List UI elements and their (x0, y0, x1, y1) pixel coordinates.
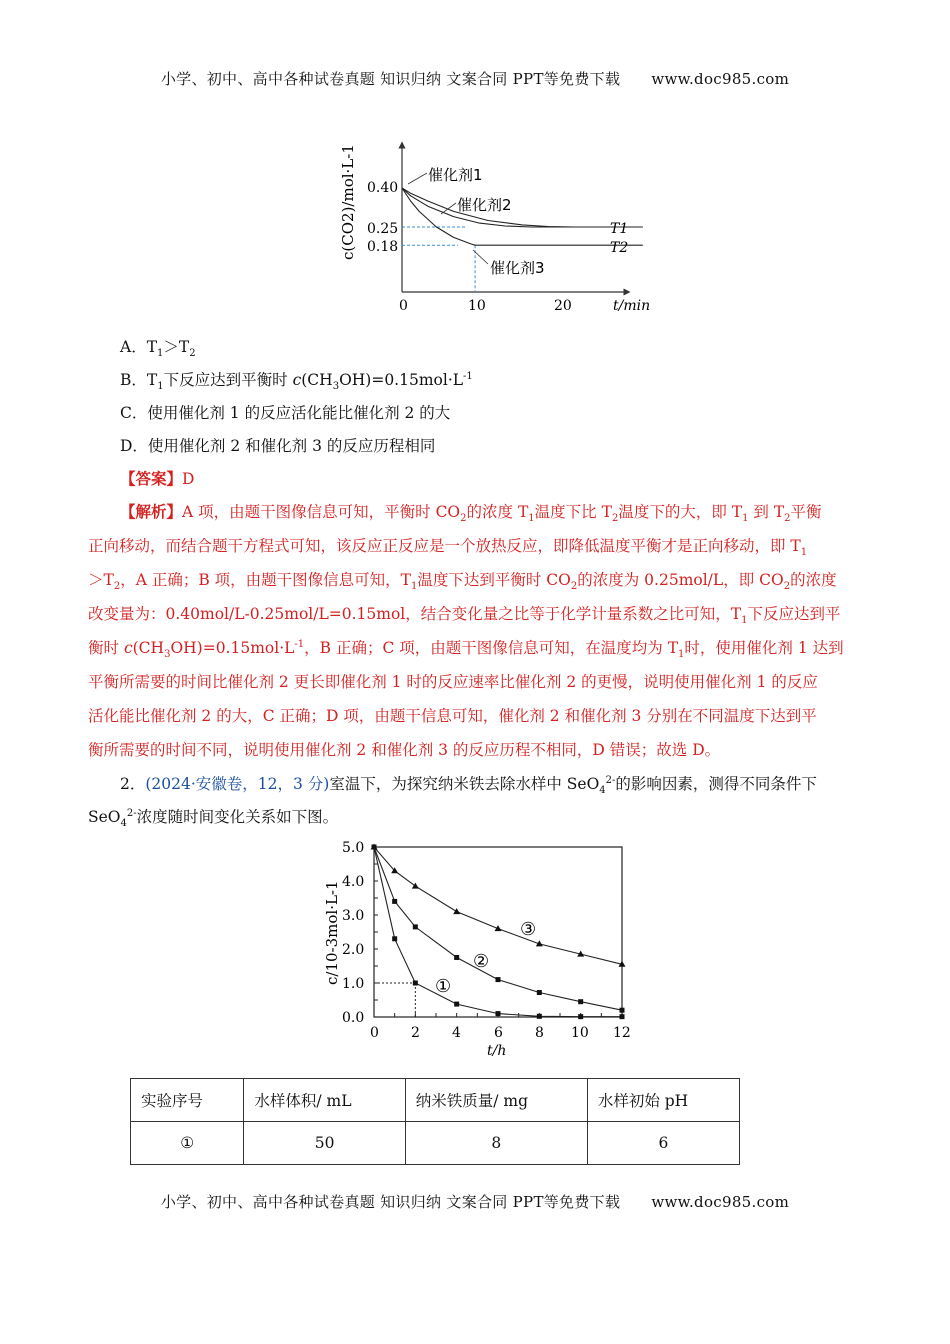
option-D: D．使用催化剂 2 和催化剂 3 的反应历程相同 (120, 437, 436, 455)
c1-xtick-10: 10 (468, 298, 486, 314)
analysis-line-6: 平衡所需要的时间比催化剂 2 更长即催化剂 1 时的反应速率比催化剂 2 的更慢，说明使用催化剂 1 的反应 (88, 673, 818, 691)
analysis-line-3: $>T_2$，A 正确；B 项，由题干图像信息可知，$T_1$温度下达到平衡时 $CO_2$的浓度为 0.25mol/L，即 $CO_2$的浓度 (88, 571, 837, 593)
c2-ytick-50: 5.0 (342, 840, 365, 856)
q2-source: (2024·安徽卷，12，3 分) (145, 775, 330, 793)
table-cell: 6 (587, 1122, 739, 1165)
c2-ylabel: c/10-3mol·L-1 (323, 880, 341, 985)
c2-ytick-10: 1.0 (342, 976, 365, 992)
analysis-l5-a: 衡时 (88, 639, 124, 657)
c2-point-2 (578, 999, 583, 1004)
option-C: C．使用催化剂 1 的反应活化能比催化剂 2 的大 (120, 404, 451, 422)
experiment-table (130, 1078, 740, 1165)
chart-seo4-concentration (315, 835, 645, 1070)
q2-line-2: SeO$_4^{2-}$浓度随时间变化关系如下图。 (88, 807, 339, 830)
analysis-l5-c: OH)=0.15mol·L (170, 639, 295, 657)
analysis-l3-a: ＞T (88, 571, 114, 589)
analysis-l2-a: 正向移动，而结合题干方程式可知，该反应正反应是一个放热反应，即降低温度平衡才是正向移动，即 T (88, 537, 801, 555)
c2-point-2 (620, 1008, 625, 1013)
c2-point-1 (620, 1014, 625, 1019)
analysis-l1-f: 平衡 (790, 503, 822, 521)
footer-site[interactable]: www.doc985.com (651, 1193, 790, 1211)
c1-leader-cat1 (408, 173, 427, 184)
analysis-l1-c: 温度下比 T (534, 503, 612, 521)
analysis-l1-e: 到 T (753, 503, 785, 521)
c2-point-2 (413, 924, 418, 929)
c2-point-2 (496, 977, 501, 982)
q2-num: 2． (120, 775, 146, 793)
c2-point-3 (412, 883, 419, 889)
c2-point-1 (578, 1014, 583, 1019)
analysis-l3-d: 的浓度为 0.25mol/L，即 CO (577, 571, 784, 589)
analysis-line-4: 改变量为：0.40mol/L-0.25mol/L=0.15mol，结合变化量之比等于化学计量系数之比可知，$T_1$下反应达到平 (88, 605, 841, 627)
c1-label-cat3: 催化剂3 (490, 259, 545, 277)
c2-point-1 (413, 981, 418, 986)
q2-line-1: 2．(2024·安徽卷，12，3 分)室温下，为探究纳米铁去除水样中 SeO$_4^{2-}$的影响因素，测得不同条件下 (120, 774, 817, 797)
c2-point-1 (537, 1014, 542, 1019)
option-A-prefix: A．T (120, 338, 158, 356)
c2-xtick-6: 6 (494, 1025, 503, 1041)
c2-ytick-00: 0.0 (342, 1010, 365, 1026)
c2-xtick-2: 2 (411, 1025, 420, 1041)
option-B-text1: 下反应达到平衡时 (163, 371, 288, 389)
c2-ytick-30: 3.0 (342, 908, 365, 924)
analysis-l1-b: 的浓度 T (466, 503, 529, 521)
header-text: 小学、初中、高中各种试卷真题 知识归纳 文案合同 PPT等免费下载 (160, 70, 621, 88)
analysis-l3-b: ，A 正确；B 项，由题干图像信息可知，T (120, 571, 411, 589)
table-header-cell: 实验序号 (131, 1079, 244, 1122)
header-site[interactable]: www.doc985.com (651, 70, 790, 88)
c1-label-cat1: 催化剂1 (428, 166, 483, 184)
c2-plot-frame (374, 847, 622, 1017)
c2-label-2: ② (473, 951, 490, 972)
answer-value: D (182, 470, 195, 488)
q2-text2: 的影响因素，测得不同条件下 (615, 775, 817, 793)
analysis-l4: 改变量为：0.40mol/L-0.25mol/L=0.15mol，结合变化量之比等于化学计量系数之比可知，T (88, 605, 742, 623)
c2-point-1 (496, 1011, 501, 1016)
c1-leader-cat2 (441, 203, 456, 214)
q2-text1: 室温下，为探究纳米铁去除水样中 SeO (329, 775, 600, 793)
c2-xunit: t/h (487, 1043, 507, 1059)
c2-point-2 (454, 955, 459, 960)
option-B-text3: OH)=0.15mol·L (339, 371, 464, 389)
c1-ytick-025: 0.25 (367, 221, 399, 237)
answer-line (120, 468, 900, 490)
q2-text4: 浓度随时间变化关系如下图。 (136, 808, 339, 826)
q2-text3: SeO (88, 808, 121, 826)
analysis-l5-e: 时，使用催化剂 1 达到 (684, 639, 844, 657)
c2-label-3: ③ (520, 919, 537, 940)
answer-label: 【答案】 (120, 469, 183, 488)
c2-point-2 (537, 990, 542, 995)
c1-series-line-1 (402, 188, 643, 227)
c1-xunit: t/min (613, 298, 651, 314)
analysis-line-7: 活化能比催化剂 2 的大，C 正确；D 项，由题干信息可知，催化剂 2 和催化剂 3 分别在不同温度下达到平 (88, 707, 817, 725)
c2-point-1 (454, 1002, 459, 1007)
c2-point-3 (453, 908, 460, 914)
c1-xtick-0: 0 (399, 298, 408, 314)
c1-series-line-3 (402, 188, 643, 245)
c2-xtick-8: 8 (535, 1025, 544, 1041)
c1-xtick-20: 20 (554, 298, 572, 314)
analysis-line-1: 【解析】A 项，由题干图像信息可知，平衡时 $CO_2$的浓度 $T_1$温度下比 $T_2$温度下的大，即 $T_1$ 到 $T_2$平衡 (120, 502, 822, 525)
c1-ytick-018: 0.18 (367, 239, 399, 255)
c2-point-2 (392, 899, 397, 904)
c2-series-line-3 (374, 847, 622, 964)
option-B: B．$T_1$下反应达到平衡时 $c(CH_3OH)=0.15mol\cdot L^{-1}$ (120, 370, 473, 393)
c1-ylabel: c(CO2)/mol·L-1 (339, 144, 357, 260)
c1-label-T1: T1 (610, 221, 629, 237)
c2-ytick-20: 2.0 (342, 942, 365, 958)
page-header (0, 68, 950, 89)
table-header-cell: 水样体积/ mL (244, 1079, 405, 1122)
analysis-l5-d: ，B 正确；C 项，由题干图像信息可知，在温度均为 T (304, 639, 679, 657)
analysis-l1-d: 温度下的大，即 T (618, 503, 743, 521)
table-cell: 8 (405, 1122, 587, 1165)
c2-xtick-12: 12 (613, 1025, 631, 1041)
table-row (131, 1122, 740, 1165)
chart-co2-concentration (335, 140, 665, 320)
analysis-l3-e: 的浓度 (790, 571, 837, 589)
table-cell: 50 (244, 1122, 405, 1165)
analysis-l1-a: A 项，由题干图像信息可知，平衡时 CO (182, 503, 461, 521)
c2-series-line-1 (374, 847, 622, 1017)
analysis-line-8: 衡所需要的时间不同，说明使用催化剂 2 和催化剂 3 的反应历程不相同，D 错误；故选 D。 (88, 741, 721, 759)
option-A-mid: ＞T (163, 338, 190, 356)
table-header-row (131, 1079, 740, 1122)
analysis-line-5: 衡时 $c(CH_3OH)=0.15mol\cdot L^{-1}$，B 正确；C 项，由题干图像信息可知，在温度均为 $T_1$时，使用催化剂 1 达到 (88, 638, 844, 661)
c2-point-1 (392, 936, 397, 941)
c2-xtick-0: 0 (370, 1025, 379, 1041)
page-footer (0, 1191, 950, 1212)
option-B-text2: (CH (301, 371, 333, 389)
analysis-l5-b: (CH (132, 639, 165, 657)
analysis-l3-c: 温度下达到平衡时 CO (417, 571, 571, 589)
table-header-cell: 纳米铁质量/ mg (405, 1079, 587, 1122)
analysis-label: 【解析】 (120, 502, 183, 521)
footer-text: 小学、初中、高中各种试卷真题 知识归纳 文案合同 PPT等免费下载 (160, 1193, 621, 1211)
c1-label-cat2: 催化剂2 (457, 196, 512, 214)
option-A: A．$T_1>T_2$ (120, 338, 196, 360)
analysis-line-2: 正向移动，而结合题干方程式可知，该反应正反应是一个放热反应，即降低温度平衡才是正向移动，即 $T_1$ (88, 537, 808, 559)
c1-ytick-040: 0.40 (367, 180, 399, 196)
c1-series-line-2 (402, 188, 643, 227)
c2-label-1: ① (435, 976, 452, 997)
analysis-l4-b: 下反应达到平 (747, 605, 841, 623)
option-B-prefix: B．T (120, 371, 158, 389)
c2-xtick-10: 10 (571, 1025, 589, 1041)
c2-xtick-4: 4 (452, 1025, 461, 1041)
c2-ytick-40: 4.0 (342, 874, 365, 890)
table-cell: ① (131, 1122, 244, 1165)
table-header-cell: 水样初始 pH (587, 1079, 739, 1122)
c1-label-T2: T2 (610, 240, 629, 256)
